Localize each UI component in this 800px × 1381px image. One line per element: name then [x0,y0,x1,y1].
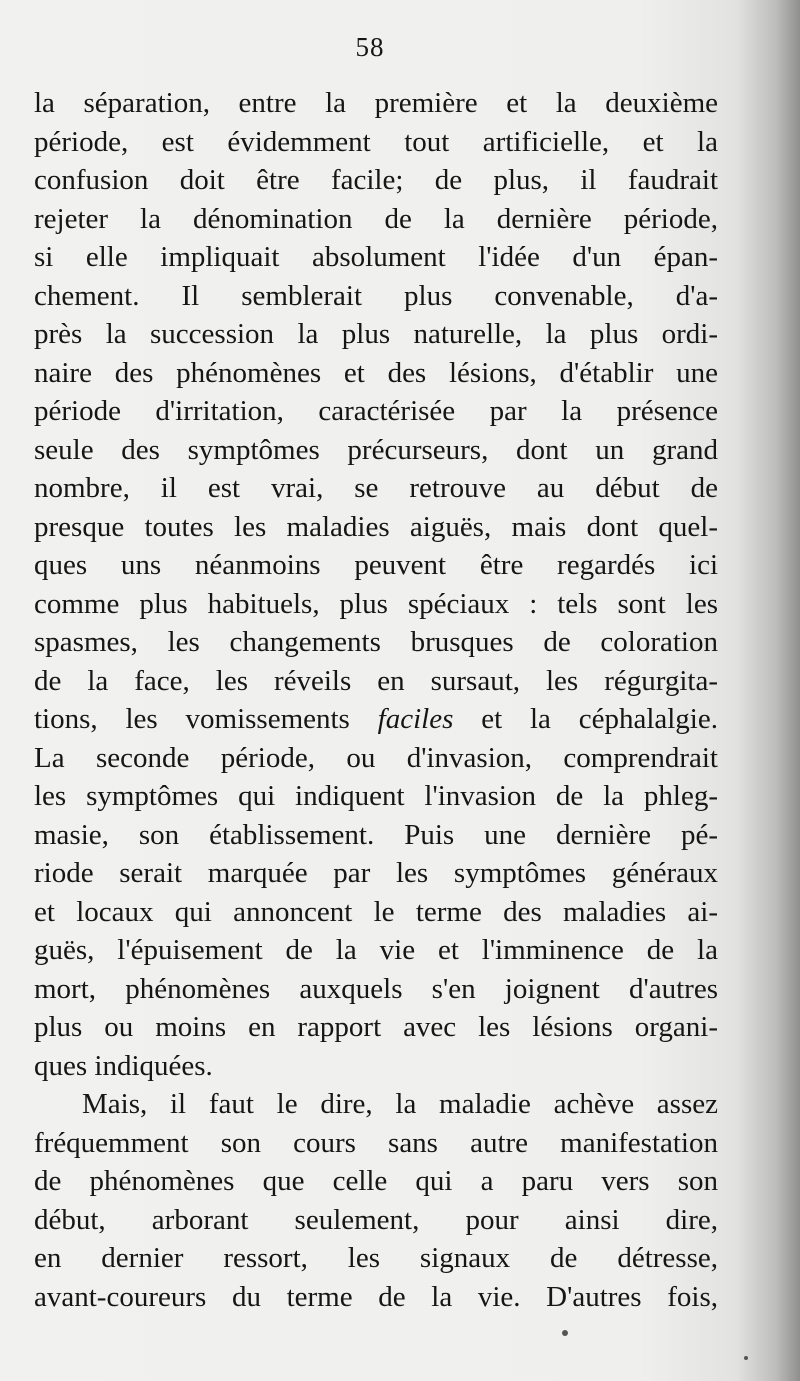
text-line: période, est évidemment tout artificielle, et la [34,125,718,158]
text-line: fréquemment son cours sans autre manifestation [34,1126,718,1159]
text-line: début, arborant seulement, pour ainsi dire, [34,1203,718,1236]
text-line: de la face, les réveils en sursaut, les régurgita- [34,664,718,697]
text-line: avant-coureurs du terme de la vie. D'autres fois, [34,1280,718,1313]
ink-speck [744,1356,748,1360]
text-line: nombre, il est vrai, se retrouve au début de [34,472,718,504]
text-line: naire des phénomènes et des lésions, d'établir une [34,356,718,389]
page-number: 58 [355,32,385,62]
text-line: les symptômes qui indiquent l'invasion de la phleg- [34,780,718,812]
text-line: ques uns néanmoins peuvent être regardés ici [34,549,718,581]
paragraph-start-line: Mais, il faut le dire, la maladie achève assez [82,1088,718,1120]
text-line: guës, l'épuisement de la vie et l'imminence de la [34,934,718,966]
text-line: seule des symptômes précurseurs, dont un grand [34,433,718,466]
text-line: comme plus habituels, plus spéciaux : tels sont les [34,587,718,620]
body-text [34,84,718,1316]
text-line: La seconde période, ou d'invasion, comprendrait [34,741,718,774]
text-line: presque toutes les maladies aiguës, mais dont quel- [34,510,718,543]
text-segment: tions, les vomissements [34,703,378,735]
text-line: confusion doit être facile; de plus, il faudrait [34,164,718,196]
text-line: en dernier ressort, les signaux de détresse, [34,1242,718,1274]
text-line: la séparation, entre la première et la deuxième [34,87,718,119]
text-line: spasmes, les changements brusques de coloration [34,626,718,658]
text-line: mort, phénomènes auxquels s'en joignent d'autres [34,972,718,1005]
text-line: masie, son établissement. Puis une dernière pé- [34,818,718,851]
text-line: période d'irritation, caractérisée par la présence [34,395,718,427]
text-line: plus ou moins en rapport avec les lésions organi- [34,1011,718,1043]
text-line-with-italic [34,700,718,739]
ink-speck [562,1330,568,1336]
text-segment: et la céphalalgie. [453,703,718,735]
italic-word: faciles [377,703,454,735]
text-line: chement. Il semblerait plus convenable, d'a- [34,279,718,312]
paragraph-end-line: ques indiquées. [34,1049,213,1082]
text-line: si elle impliquait absolument l'idée d'un épan- [34,241,718,273]
text-line: riode serait marquée par les symptômes généraux [34,857,718,889]
text-line: rejeter la dénomination de la dernière période, [34,202,718,235]
text-line: de phénomènes que celle qui a paru vers son [34,1165,718,1197]
text-line: près la succession la plus naturelle, la plus ordi- [34,318,718,350]
text-line: et locaux qui annoncent le terme des maladies ai- [34,895,718,928]
